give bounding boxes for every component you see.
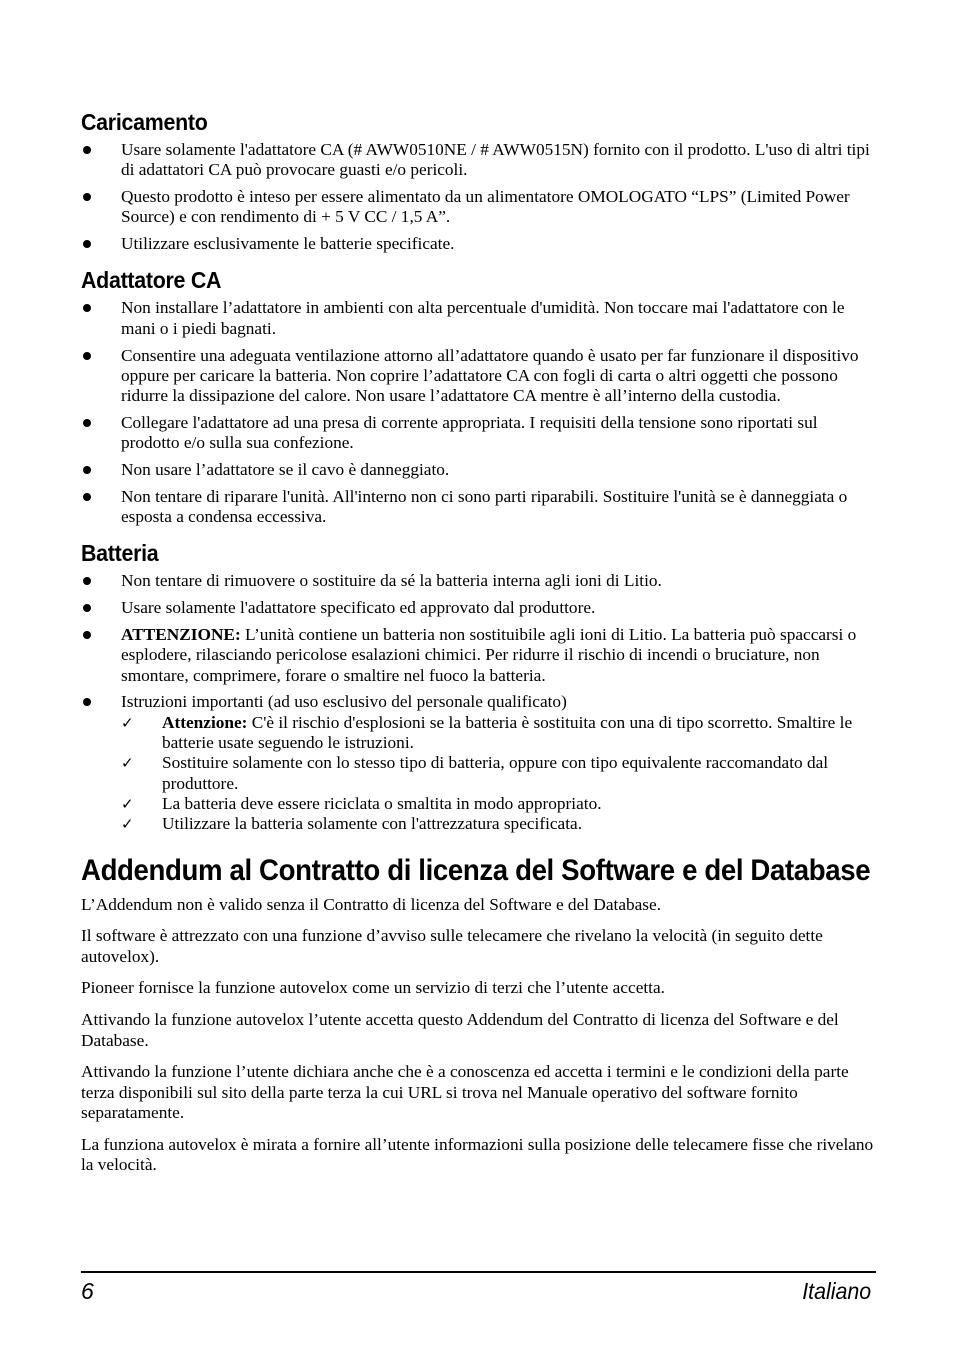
list-item: Collegare l'adattatore ad una presa di corrente appropriata. I requisiti della tensione sono riportati sul prodotto e/o sulla sua confezione. xyxy=(81,413,876,454)
warning-label: ATTENZIONE: xyxy=(121,625,241,645)
bullet-icon xyxy=(83,631,91,639)
addendum-body xyxy=(81,895,876,1176)
bullet-icon xyxy=(83,493,91,501)
list-item: Consentire una adeguata ventilazione attorno all’adattatore quando è usato per far funzionare il dispositivo oppure per caricare la batteria. Non coprire l’adattatore CA con fogli di carta o altri oggetti che possono ridurre la dissipazione del calore. Non usare l’adattatore CA mentre è all’interno della custodia. xyxy=(81,346,876,407)
list-item: Usare solamente l'adattatore CA (# AWW0510NE / # AWW0515N) fornito con il prodotto. L'uso di altri tipi di adattatori CA può provocare guasti e/o pericoli. xyxy=(81,140,876,181)
check-icon: ✓ xyxy=(121,794,134,813)
bullet-icon xyxy=(83,352,91,360)
list-item: Istruzioni importanti (ad uso esclusivo del personale qualificato) ✓ Attenzione: C'è il rischio d'esplosioni se la batteria è sostituita con una di tipo scorretto. Smaltire le batterie usate seguendo le istruzioni. ✓ Sostituire solamente con lo stesso tipo di batteria, oppure con tipo equivalente raccomandato dal produttore. ✓ La batteria deve essere riciclata o smaltita in modo appropriato. ✓ Utilizzare la batteria solamente con l'attrezzatura specificata. xyxy=(81,692,876,834)
section-title-caricamento: Caricamento xyxy=(81,109,208,135)
check-item: ✓ Sostituire solamente con lo stesso tipo di batteria, oppure con tipo equivalente raccomandato dal produttore. xyxy=(121,753,829,793)
checklist xyxy=(121,713,876,835)
list-item: Non usare l’adattatore se il cavo è danneggiato. xyxy=(81,460,876,480)
list-item: Non installare l’adattatore in ambienti con alta percentuale d'umidità. Non toccare mai l'adattatore con le mani o i piedi bagnati. xyxy=(81,298,876,339)
list-batteria xyxy=(81,571,876,834)
bullet-icon xyxy=(83,419,91,427)
bullet-icon xyxy=(83,146,91,154)
paragraph: Attivando la funzione autovelox l’utente accetta questo Addendum del Contratto di licenza del Software e del Database. xyxy=(81,1010,839,1050)
page-content xyxy=(81,108,876,1187)
list-adattatore xyxy=(81,298,876,527)
check-icon: ✓ xyxy=(121,713,134,732)
check-item: ✓ Utilizzare la batteria solamente con l'attrezzatura specificata. xyxy=(121,814,583,834)
check-item: ✓ La batteria deve essere riciclata o smaltita in modo appropriato. xyxy=(121,793,602,813)
check-item: ✓ Attenzione: C'è il rischio d'esplosioni se la batteria è sostituita con una di tipo scorretto. Smaltire le batterie usate seguendo le istruzioni. xyxy=(121,712,853,753)
bullet-icon xyxy=(83,193,91,201)
paragraph: Attivando la funzione l’utente dichiara anche che è a conoscenza ed accetta i termini e le condizioni della parte terza disponibili sul sito della parte terza la cui URL si trova nel Manuale operativo del software fornito separatamente. xyxy=(81,1062,849,1122)
list-item: ATTENZIONE: L’unità contiene un batteria non sostituibile agli ioni di Litio. La batteria può spaccarsi o esplodere, rilasciando pericolose esalazioni chimici. Per ridurre il rischio di incendi o bruciature, non smontare, comprimere, forare o smaltire nel fuoco la batteria. xyxy=(81,625,876,686)
bullet-icon xyxy=(83,240,91,248)
section-title-batteria: Batteria xyxy=(81,540,159,567)
list-item: Utilizzare esclusivamente le batterie specificate. xyxy=(81,234,876,254)
paragraph: Pioneer fornisce la funzione autovelox come un servizio di terzi che l’utente accetta. xyxy=(81,978,665,998)
bullet-icon xyxy=(83,604,91,612)
footer-language: Italiano xyxy=(802,1278,871,1304)
list-caricamento xyxy=(81,140,876,254)
bullet-icon xyxy=(83,304,91,312)
page-number: 6 xyxy=(81,1278,94,1304)
section-title-adattatore: Adattatore CA xyxy=(81,267,222,294)
list-item: Non tentare di rimuovere o sostituire da sé la batteria interna agli ioni di Litio. xyxy=(81,571,876,591)
footer-divider xyxy=(81,1271,876,1273)
check-icon: ✓ xyxy=(121,815,134,834)
check-icon: ✓ xyxy=(121,754,134,773)
paragraph: L’Addendum non è valido senza il Contratto di licenza del Software e del Database. xyxy=(81,894,662,914)
list-item: Usare solamente l'adattatore specificato ed approvato dal produttore. xyxy=(81,598,876,618)
bullet-icon xyxy=(83,577,91,585)
bullet-icon xyxy=(83,466,91,474)
list-item: Non tentare di riparare l'unità. All'interno non ci sono parti riparabili. Sostituire l'unità se è danneggiata o esposta a condensa eccessiva. xyxy=(81,487,876,528)
list-item: Questo prodotto è inteso per essere alimentato da un alimentatore OMOLOGATO “LPS” (Limited Power Source) e con rendimento di + 5 V CC / 1,5 A”. xyxy=(81,187,876,228)
section-title-addendum: Addendum al Contratto di licenza del Software e del Database xyxy=(81,853,871,887)
paragraph: Il software è attrezzato con una funzione d’avviso sulle telecamere che rivelano la velocità (in seguito dette autovelox). xyxy=(81,926,823,966)
paragraph: La funziona autovelox è mirata a fornire all’utente informazioni sulla posizione delle telecamere fisse che rivelano la velocità. xyxy=(81,1134,874,1174)
bullet-icon xyxy=(83,698,91,706)
warning-label: Attenzione: xyxy=(162,712,248,732)
